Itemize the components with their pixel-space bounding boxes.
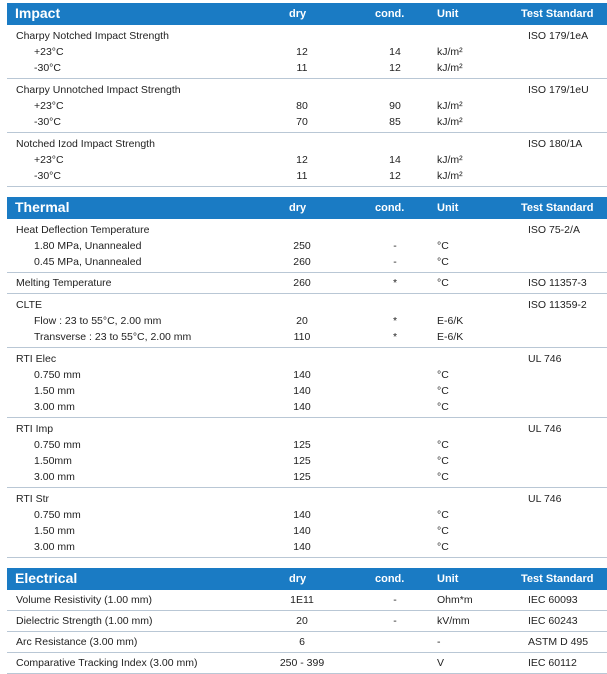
value-dry: 140 <box>293 509 311 521</box>
value-cond: 14 <box>389 154 401 166</box>
property-row <box>7 613 607 629</box>
value-unit: °C <box>437 439 449 451</box>
value-dry: 250 <box>293 240 311 252</box>
value-unit: kJ/m² <box>437 46 463 58</box>
condition-row <box>7 254 607 270</box>
value-dry: 80 <box>296 100 308 112</box>
property-label: Volume Resistivity (1.00 mm) <box>16 594 152 606</box>
test-standard: ISO 179/1eU <box>528 84 589 96</box>
datasheet-page <box>7 0 607 674</box>
property-group <box>7 133 607 187</box>
value-unit: °C <box>437 455 449 467</box>
value-dry: 125 <box>293 455 311 467</box>
condition-row <box>7 523 607 539</box>
test-standard: ASTM D 495 <box>528 636 589 648</box>
value-dry: 11 <box>296 62 308 74</box>
value-cond: 12 <box>389 170 401 182</box>
value-dry: 140 <box>293 541 311 553</box>
test-standard: ISO 180/1A <box>528 138 583 150</box>
test-standard: IEC 60243 <box>528 615 578 627</box>
property-row <box>7 655 607 671</box>
value-unit: °C <box>437 256 449 268</box>
value-dry: 125 <box>293 471 311 483</box>
property-row <box>7 421 607 437</box>
column-header-standard: Test Standard <box>521 573 594 585</box>
condition-row <box>7 152 607 168</box>
property-row <box>7 297 607 313</box>
value-dry: 12 <box>296 46 308 58</box>
condition-label: 3.00 mm <box>34 541 75 553</box>
value-dry: 70 <box>296 116 308 128</box>
value-dry: 6 <box>299 636 305 648</box>
property-label: Dielectric Strength (1.00 mm) <box>16 615 153 627</box>
property-label: Comparative Tracking Index (3.00 mm) <box>16 657 198 669</box>
column-header-dry: dry <box>289 8 307 20</box>
property-label: Charpy Unnotched Impact Strength <box>16 84 181 96</box>
condition-label: +23°C <box>34 46 64 58</box>
condition-row <box>7 453 607 469</box>
value-unit: kV/mm <box>437 615 470 627</box>
value-dry: 20 <box>296 615 308 627</box>
column-header-unit: Unit <box>437 8 459 20</box>
property-group <box>7 488 607 558</box>
property-label: Arc Resistance (3.00 mm) <box>16 636 138 648</box>
test-standard: UL 746 <box>528 353 562 365</box>
condition-row <box>7 168 607 184</box>
test-standard: IEC 60112 <box>528 657 577 669</box>
value-dry: 110 <box>293 331 311 343</box>
property-group <box>7 294 607 348</box>
value-cond: - <box>393 256 397 268</box>
value-unit: °C <box>437 385 449 397</box>
test-standard: ISO 11357-3 <box>528 277 587 289</box>
test-standard: ISO 11359-2 <box>528 299 587 311</box>
section-header <box>7 197 607 219</box>
column-header-dry: dry <box>289 573 307 585</box>
value-unit: °C <box>437 277 449 289</box>
condition-row <box>7 238 607 254</box>
property-group <box>7 79 607 133</box>
value-unit: E-6/K <box>437 315 464 327</box>
value-dry: 260 <box>293 277 311 289</box>
condition-label: 0.750 mm <box>34 439 81 451</box>
condition-label: -30°C <box>34 170 61 182</box>
value-dry: 11 <box>296 170 308 182</box>
condition-row <box>7 383 607 399</box>
condition-label: -30°C <box>34 62 61 74</box>
value-unit: °C <box>437 509 449 521</box>
condition-label: -30°C <box>34 116 61 128</box>
property-group <box>7 219 607 273</box>
property-label: Heat Deflection Temperature <box>16 224 150 236</box>
value-cond: 14 <box>389 46 401 58</box>
value-unit: °C <box>437 525 449 537</box>
value-unit: kJ/m² <box>437 154 463 166</box>
property-group <box>7 590 607 611</box>
property-group <box>7 632 607 653</box>
section-header <box>7 3 607 25</box>
property-label: Charpy Notched Impact Strength <box>16 30 169 42</box>
section-title: Electrical <box>15 570 78 586</box>
condition-label: Transverse : 23 to 55°C, 2.00 mm <box>34 331 192 343</box>
value-cond: * <box>392 331 398 343</box>
property-label: RTI Elec <box>16 353 57 365</box>
property-label: RTI Str <box>16 493 50 505</box>
value-cond: 85 <box>389 116 401 128</box>
value-unit: kJ/m² <box>437 62 463 74</box>
section-header <box>7 568 607 590</box>
column-header-cond: cond. <box>375 202 405 214</box>
condition-row <box>7 329 607 345</box>
column-header-unit: Unit <box>437 573 459 585</box>
condition-label: Flow : 23 to 55°C, 2.00 mm <box>34 315 162 327</box>
test-standard: UL 746 <box>528 493 562 505</box>
column-header-standard: Test Standard <box>521 8 594 20</box>
value-unit: kJ/m² <box>437 116 463 128</box>
property-group <box>7 611 607 632</box>
value-unit: °C <box>437 369 449 381</box>
value-cond: - <box>393 240 397 252</box>
property-row <box>7 592 607 608</box>
test-standard: ISO 75-2/A <box>528 224 580 236</box>
condition-row <box>7 399 607 415</box>
column-header-standard: Test Standard <box>521 202 594 214</box>
value-unit: °C <box>437 240 449 252</box>
value-unit: Ohm*m <box>437 594 473 606</box>
section-electrical <box>7 568 607 674</box>
property-label: RTI Imp <box>16 423 54 435</box>
condition-label: 1.80 MPa, Unannealed <box>34 240 142 252</box>
value-cond: * <box>392 315 398 327</box>
property-row <box>7 136 607 152</box>
condition-label: 0.750 mm <box>34 509 81 521</box>
property-label: Melting Temperature <box>16 277 112 289</box>
value-dry: 260 <box>293 256 311 268</box>
value-dry: 140 <box>293 369 311 381</box>
property-row <box>7 28 607 44</box>
value-dry: 125 <box>293 439 311 451</box>
value-unit: V <box>437 657 445 669</box>
condition-row <box>7 60 607 76</box>
test-standard: UL 746 <box>528 423 562 435</box>
value-unit: E-6/K <box>437 331 464 343</box>
column-header-dry: dry <box>289 202 307 214</box>
section-impact <box>7 3 607 187</box>
property-group <box>7 273 607 294</box>
condition-row <box>7 469 607 485</box>
condition-row <box>7 313 607 329</box>
section-thermal <box>7 197 607 558</box>
value-dry: 1E11 <box>290 594 314 606</box>
value-cond: 12 <box>389 62 401 74</box>
property-group <box>7 418 607 488</box>
value-dry: 12 <box>296 154 308 166</box>
property-group <box>7 348 607 418</box>
property-row <box>7 351 607 367</box>
section-title: Impact <box>15 5 61 21</box>
section-title: Thermal <box>15 199 70 215</box>
property-row <box>7 491 607 507</box>
condition-label: 0.45 MPa, Unannealed <box>34 256 142 268</box>
condition-label: 1.50 mm <box>34 525 75 537</box>
property-row <box>7 222 607 238</box>
value-dry: 250 - 399 <box>279 657 325 669</box>
condition-row <box>7 98 607 114</box>
value-unit: °C <box>437 541 449 553</box>
condition-label: 3.00 mm <box>34 401 75 413</box>
condition-label: +23°C <box>34 100 64 112</box>
condition-row <box>7 367 607 383</box>
value-unit: °C <box>437 471 449 483</box>
property-row <box>7 275 607 291</box>
condition-row <box>7 437 607 453</box>
condition-label: 3.00 mm <box>34 471 75 483</box>
value-unit: kJ/m² <box>437 100 463 112</box>
property-label: CLTE <box>16 299 43 311</box>
condition-label: 0.750 mm <box>34 369 81 381</box>
condition-row <box>7 539 607 555</box>
value-cond: - <box>393 615 397 627</box>
value-dry: 140 <box>293 385 311 397</box>
value-unit: kJ/m² <box>437 170 463 182</box>
value-unit: °C <box>437 401 449 413</box>
property-row <box>7 82 607 98</box>
property-row <box>7 634 607 650</box>
value-cond: - <box>393 594 397 606</box>
condition-row <box>7 114 607 130</box>
value-dry: 20 <box>296 315 308 327</box>
column-header-cond: cond. <box>375 8 405 20</box>
value-unit: - <box>437 636 441 648</box>
value-cond: * <box>392 277 398 289</box>
test-standard: IEC 60093 <box>528 594 578 606</box>
property-label: Notched Izod Impact Strength <box>16 138 155 150</box>
condition-label: +23°C <box>34 154 64 166</box>
value-dry: 140 <box>293 401 311 413</box>
test-standard: ISO 179/1eA <box>528 30 589 42</box>
column-header-unit: Unit <box>437 202 459 214</box>
property-group <box>7 25 607 79</box>
condition-label: 1.50 mm <box>34 385 75 397</box>
condition-label: 1.50mm <box>34 455 72 467</box>
condition-row <box>7 44 607 60</box>
column-header-cond: cond. <box>375 573 405 585</box>
condition-row <box>7 507 607 523</box>
value-cond: 90 <box>389 100 401 112</box>
value-dry: 140 <box>293 525 311 537</box>
